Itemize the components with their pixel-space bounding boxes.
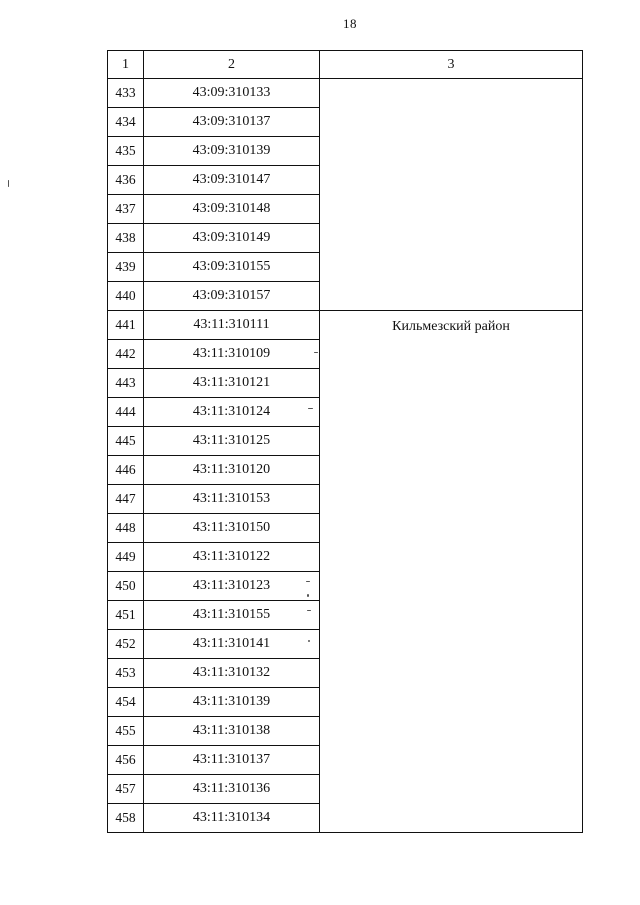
row-number: 450 (108, 572, 144, 601)
district-cell-previous (320, 79, 583, 311)
row-number: 454 (108, 688, 144, 717)
scan-speck (308, 408, 313, 409)
row-number: 445 (108, 427, 144, 456)
row-number: 434 (108, 108, 144, 137)
row-number: 453 (108, 659, 144, 688)
row-number: 437 (108, 195, 144, 224)
row-number: 436 (108, 166, 144, 195)
cadastral-code: 43:11:310139 (144, 688, 320, 717)
cadastral-code: 43:11:310155 (144, 601, 320, 630)
cadastral-code: 43:11:310122 (144, 543, 320, 572)
scan-speck (307, 610, 311, 611)
cadastral-code: 43:09:310149 (144, 224, 320, 253)
column-header-3: 3 (320, 51, 583, 79)
column-header-2: 2 (144, 51, 320, 79)
cadastral-code: 43:11:310124 (144, 398, 320, 427)
cadastral-code: 43:11:310136 (144, 775, 320, 804)
row-number: 438 (108, 224, 144, 253)
cadastral-code: 43:09:310148 (144, 195, 320, 224)
row-number: 440 (108, 282, 144, 311)
row-number: 446 (108, 456, 144, 485)
scan-speck (308, 640, 310, 642)
row-number: 435 (108, 137, 144, 166)
cadastral-code: 43:11:310134 (144, 804, 320, 833)
scan-speck (306, 581, 310, 582)
cadastral-code: 43:09:310155 (144, 253, 320, 282)
row-number: 452 (108, 630, 144, 659)
row-number: 456 (108, 746, 144, 775)
scan-speck (314, 352, 318, 353)
scan-speck (307, 594, 309, 597)
row-number: 448 (108, 514, 144, 543)
row-number: 457 (108, 775, 144, 804)
row-number: 451 (108, 601, 144, 630)
row-number: 442 (108, 340, 144, 369)
cadastral-code: 43:11:310120 (144, 456, 320, 485)
cadastral-code: 43:11:310111 (144, 311, 320, 340)
cadastral-code: 43:11:310141 (144, 630, 320, 659)
cadastral-code: 43:11:310138 (144, 717, 320, 746)
table-row (108, 79, 583, 108)
cadastral-code: 43:11:310153 (144, 485, 320, 514)
cadastral-code: 43:09:310133 (144, 79, 320, 108)
row-number: 455 (108, 717, 144, 746)
page-number: 18 (343, 16, 357, 31)
scan-speck (8, 180, 9, 187)
row-number: 441 (108, 311, 144, 340)
row-number: 433 (108, 79, 144, 108)
row-number: 439 (108, 253, 144, 282)
cadastral-code: 43:11:310121 (144, 369, 320, 398)
cadastral-code: 43:11:310150 (144, 514, 320, 543)
cadastral-code: 43:11:310123 (144, 572, 320, 601)
row-number: 458 (108, 804, 144, 833)
cadastral-code: 43:09:310147 (144, 166, 320, 195)
row-number: 447 (108, 485, 144, 514)
district-cell-kilmez: Кильмезский район (320, 311, 583, 833)
row-number: 443 (108, 369, 144, 398)
cadastral-code: 43:11:310109 (144, 340, 320, 369)
row-number: 449 (108, 543, 144, 572)
cadastral-code: 43:09:310137 (144, 108, 320, 137)
table-row (108, 311, 583, 340)
cadastral-code: 43:09:310139 (144, 137, 320, 166)
cadastral-code: 43:11:310137 (144, 746, 320, 775)
cadastral-table (107, 50, 583, 833)
row-number: 444 (108, 398, 144, 427)
header-row (108, 51, 583, 79)
cadastral-code: 43:09:310157 (144, 282, 320, 311)
cadastral-code: 43:11:310125 (144, 427, 320, 456)
cadastral-code: 43:11:310132 (144, 659, 320, 688)
column-header-1: 1 (108, 51, 144, 79)
